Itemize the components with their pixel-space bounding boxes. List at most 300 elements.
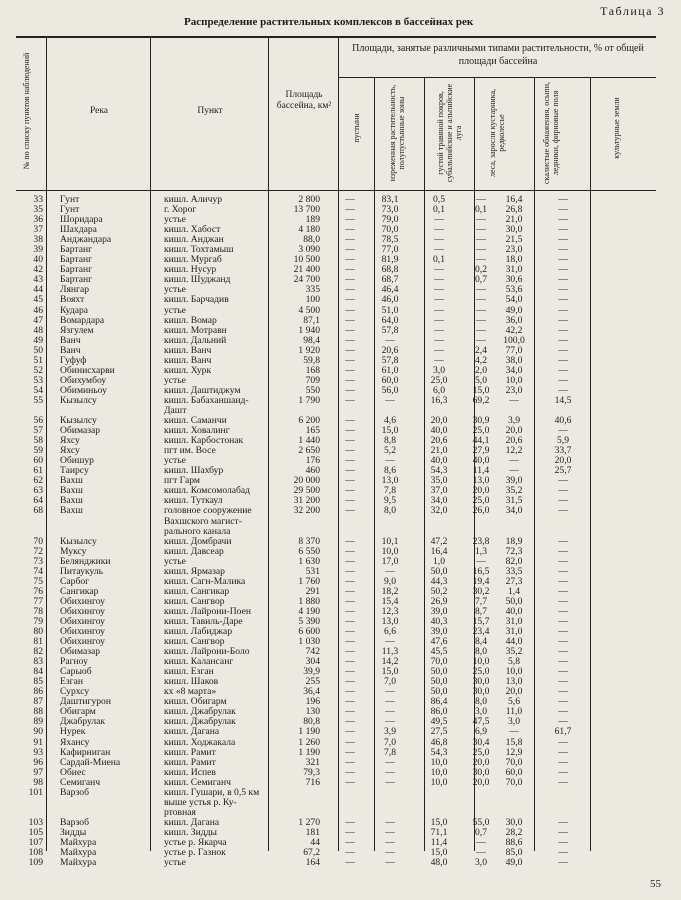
table-cell: — — [434, 284, 444, 296]
table-cell: кишл. Дагана — [164, 816, 220, 828]
table-cell: — — [558, 826, 568, 838]
table-cell: 1 790 — [298, 394, 320, 406]
table-cell: 2 650 — [298, 445, 320, 457]
table-cell: — — [558, 244, 568, 256]
table-cell: 550 — [305, 384, 320, 396]
table-cell: 10,0 — [505, 374, 523, 386]
table-cell: кишл. Лайрони-Поен — [164, 605, 251, 617]
table-cell: Сарыоб — [60, 666, 92, 678]
table-cell: 78 — [33, 605, 43, 617]
table-cell: — — [345, 696, 355, 708]
table-cell: 6,9 — [475, 726, 487, 738]
table-cell: 79,3 — [303, 766, 320, 778]
table-cell: 5,6 — [508, 696, 520, 708]
table-cell: 1 270 — [298, 816, 320, 828]
table-cell: кишл. Рамит — [164, 756, 216, 768]
table-cell: — — [345, 826, 355, 838]
table-cell: 36 — [33, 214, 43, 226]
table-cell: 34,0 — [430, 495, 448, 507]
table-cell: Вахш — [60, 475, 83, 487]
table-cell: 56 — [33, 415, 43, 427]
table-cell: 51,0 — [381, 304, 399, 316]
table-cell: 90 — [33, 726, 43, 738]
table-cell: 39 — [33, 244, 43, 256]
table-cell: 28,2 — [505, 826, 523, 838]
table-cell: устье р. Газнок — [164, 847, 226, 859]
table-cell: кишл. Хурк — [164, 364, 212, 376]
table-cell: 108 — [28, 847, 43, 859]
table-cell: 55,0 — [472, 816, 490, 828]
table-cell: 15,4 — [381, 595, 399, 607]
table-cell: Бартанг — [60, 254, 93, 266]
table-cell: 50,2 — [430, 585, 448, 597]
table-cell: 6 550 — [298, 545, 320, 557]
table-cell: — — [509, 465, 519, 477]
table-cell: 291 — [305, 585, 320, 597]
table-cell: Семиганч — [60, 776, 101, 788]
table-cell: 53,6 — [505, 284, 523, 296]
table-cell: 15,0 — [472, 384, 490, 396]
table-cell: — — [385, 716, 395, 728]
table-cell: 30,0 — [472, 766, 490, 778]
table-cell: 10,0 — [430, 776, 448, 788]
col-sep — [46, 36, 47, 191]
table-cell: — — [558, 686, 568, 698]
table-cell: Майхура — [60, 847, 97, 859]
table-cell: 33,5 — [505, 565, 523, 577]
table-cell: 0,7 — [475, 826, 487, 838]
table-cell: 84 — [33, 666, 43, 678]
table-cell: кишл. Ванч — [164, 344, 212, 356]
table-cell: 70,0 — [505, 776, 523, 788]
table-cell: 80,8 — [303, 716, 320, 728]
table-cell: Обихингоу — [60, 605, 105, 617]
table-cell: 2,0 — [475, 364, 487, 376]
header-group: Площади, занятые различными типами растительности, % от общей площади бассейна — [352, 43, 644, 67]
table-cell: — — [434, 294, 444, 306]
table-cell: кишл. Комсомолабад — [164, 485, 251, 497]
table-cell: 13,0 — [472, 475, 490, 487]
table-cell: кишл. Анджан — [164, 234, 224, 246]
table-cell: 77,0 — [505, 344, 523, 356]
table-cell: Варзоб — [60, 786, 89, 798]
table-cell: 80 — [33, 626, 43, 638]
header-meadow: густой травяной покров, субальпийские и альпийские луга — [436, 83, 463, 183]
table-cell — [334, 788, 366, 798]
table-cell — [46, 517, 150, 527]
table-cell: 47,2 — [430, 535, 448, 547]
table-cell: кишл. Зидды — [164, 826, 217, 838]
table-cell: 83 — [33, 656, 43, 668]
table-cell: 31,0 — [505, 615, 523, 627]
table-cell: 21,5 — [505, 234, 523, 246]
table-cell: — — [345, 857, 355, 869]
table-row — [16, 295, 656, 305]
header-top-rule — [16, 36, 656, 38]
table-cell: — — [558, 746, 568, 758]
table-cell: 10,1 — [381, 535, 399, 547]
table-cell: кишл. Мотравн — [164, 324, 227, 336]
table-cell: 44 — [33, 284, 43, 296]
table-cell: 0,1 — [433, 204, 445, 216]
table-cell: 8,0 — [475, 696, 487, 708]
table-cell: — — [345, 465, 355, 477]
table-cell: — — [345, 384, 355, 396]
table-cell: Нурек — [60, 726, 86, 738]
table-cell: кишл. Ховалинг — [164, 425, 230, 437]
table-cell: 61,0 — [381, 364, 399, 376]
table-cell — [366, 788, 414, 798]
table-cell: 5,0 — [475, 374, 487, 386]
table-cell — [268, 788, 334, 798]
table-cell: устье — [164, 555, 186, 567]
table-cell: 40 — [33, 254, 43, 266]
header-sparse: изреженная растительность, полупустынные зоны — [388, 84, 406, 182]
table-cell: 47 — [33, 314, 43, 326]
table-cell: — — [476, 304, 486, 316]
table-cell: Обихингоу — [60, 626, 105, 638]
table-cell: 79 — [33, 615, 43, 627]
table-cell: г. Хорог — [164, 204, 197, 216]
header-num: № по списку пунктов наблюдений — [22, 52, 31, 170]
table-cell: 6 600 — [298, 626, 320, 638]
table-cell: Обимазар — [60, 425, 101, 437]
table-cell: — — [385, 837, 395, 848]
table-cell: 59 — [33, 445, 43, 457]
table-cell: — — [345, 304, 355, 316]
table-cell: Гуфуф — [60, 354, 87, 366]
table-cell: 36,4 — [303, 686, 320, 698]
table-cell: 3,0 — [475, 857, 487, 869]
table-cell: 26,0 — [472, 505, 490, 517]
table-cell: — — [345, 656, 355, 668]
table-cell: 10,0 — [472, 656, 490, 668]
table-cell: 20,0 — [505, 686, 523, 698]
table-cell: Шоридара — [60, 214, 103, 226]
table-cell: кишл. Хабост — [164, 224, 221, 236]
col-sep — [424, 77, 425, 191]
table-cell: 25,0 — [472, 425, 490, 437]
table-cell: 103 — [28, 816, 43, 828]
table-cell: 176 — [305, 455, 320, 467]
table-cell: 39,0 — [505, 475, 523, 487]
table-cell: 8,8 — [384, 435, 396, 447]
table-cell: — — [345, 585, 355, 597]
table-cell: — — [434, 234, 444, 246]
table-cell: — — [385, 766, 395, 778]
table-cell: кишл. Ходжакала — [164, 736, 236, 748]
table-cell: 54,3 — [430, 465, 448, 477]
table-cell: кишл. Лайрони-Боло — [164, 646, 250, 658]
table-cell: — — [558, 505, 568, 517]
table-cell: — — [385, 847, 395, 859]
table-cell: — — [558, 294, 568, 306]
table-cell: 15,7 — [472, 615, 490, 627]
table-cell: Обиминьоу — [60, 384, 107, 396]
table-label: Таблица 3 — [600, 4, 665, 18]
table-cell: — — [558, 626, 568, 638]
table-cell: 83,1 — [381, 194, 399, 205]
table-cell: 15,8 — [505, 736, 523, 748]
table-cell: Ванч — [60, 334, 81, 346]
table-cell: кишл. Вомар — [164, 314, 217, 326]
table-cell: — — [434, 304, 444, 316]
table-cell: — — [385, 636, 395, 648]
table-cell: 82,0 — [505, 555, 523, 567]
table-cell: 196 — [305, 696, 320, 708]
table-cell: 26,8 — [505, 204, 523, 216]
table-cell: 25,0 — [472, 746, 490, 758]
table-cell: 70,0 — [381, 224, 399, 236]
table-cell: пгт Гарм — [164, 475, 200, 487]
table-cell: 77,0 — [381, 244, 399, 256]
table-cell: кишл. Сангвор — [164, 595, 225, 607]
table-cell: кишл. Тавиль-Даре — [164, 615, 243, 627]
table-cell: 73,0 — [381, 204, 399, 216]
table-cell: Муксу — [60, 545, 87, 557]
table-cell: — — [558, 646, 568, 658]
table-cell: — — [476, 324, 486, 336]
table-cell: 60,0 — [505, 766, 523, 778]
table-cell: — — [558, 535, 568, 547]
table-cell: — — [434, 324, 444, 336]
table-cell: 189 — [305, 214, 320, 226]
table-cell: 25,0 — [472, 495, 490, 507]
table-cell: 3 090 — [298, 244, 320, 256]
table-cell: 11,4 — [472, 465, 490, 477]
table-cell: — — [385, 816, 395, 828]
table-cell: — — [345, 847, 355, 859]
table-cell: 68 — [33, 505, 43, 517]
table-cell: Анджандара — [60, 234, 112, 246]
table-cell: кишл. Нусур — [164, 264, 217, 276]
table-cell: 50 — [33, 344, 43, 356]
table-cell: 53 — [33, 374, 43, 386]
table-cell: кишл. Сагн-Малика — [164, 575, 246, 587]
table-cell: 88,0 — [303, 234, 320, 246]
table-cell: — — [558, 234, 568, 246]
table-cell: 3,0 — [508, 716, 520, 728]
table-cell: 31,5 — [505, 495, 523, 507]
table-cell: 4 180 — [298, 224, 320, 236]
table-cell: 9,5 — [384, 495, 396, 507]
table-cell: 9,0 — [384, 575, 396, 587]
table-cell: 30,0 — [505, 816, 523, 828]
table-cell: — — [558, 565, 568, 577]
table-cell: — — [558, 676, 568, 688]
table-cell: — — [558, 666, 568, 678]
table-cell: — — [558, 716, 568, 728]
table-row — [16, 396, 656, 406]
table-cell: 4 500 — [298, 304, 320, 316]
table-cell: 72,3 — [505, 545, 523, 557]
table-cell: 304 — [305, 656, 320, 668]
table-cell: — — [345, 716, 355, 728]
table-cell: кишл. Даштиджум — [164, 384, 241, 396]
table-cell: 100 — [305, 294, 320, 306]
table-cell: — — [558, 545, 568, 557]
table-cell: — — [558, 766, 568, 778]
table-cell: 32 200 — [293, 505, 320, 517]
table-cell: кишл. Джабрулак — [164, 716, 236, 728]
table-cell: 13,0 — [505, 676, 523, 688]
table-cell: кишл. Бабаханшаид- — [164, 394, 249, 406]
table-cell: 75 — [33, 575, 43, 587]
table-cell: — — [434, 224, 444, 236]
table-cell: кишл. Туткаул — [164, 495, 223, 507]
table-cell — [414, 788, 464, 798]
table-cell: 88 — [33, 706, 43, 718]
table-cell: 64 — [33, 495, 43, 507]
table-cell: — — [558, 847, 568, 859]
table-cell: 1 940 — [298, 324, 320, 336]
table-cell: 25,0 — [430, 374, 448, 386]
header-bottom-rule — [16, 190, 656, 191]
table-cell: — — [345, 575, 355, 587]
table-cell: — — [345, 214, 355, 226]
table-cell: 61,7 — [554, 726, 572, 738]
table-cell: 89 — [33, 716, 43, 728]
table-cell: 105 — [28, 826, 43, 838]
table-cell: — — [558, 475, 568, 487]
table-cell: 85,0 — [505, 847, 523, 859]
table-cell: 16,4 — [505, 194, 523, 205]
table-cell: — — [345, 736, 355, 748]
table-cell: кишл. Карбостонак — [164, 435, 244, 447]
table-cell: Обигарм — [60, 706, 96, 718]
table-cell: 46,8 — [430, 736, 448, 748]
table-cell — [334, 798, 366, 808]
table-cell: Сангикар — [60, 585, 99, 597]
table-cell: 23,8 — [472, 535, 490, 547]
table-cell: ртовная — [164, 806, 196, 818]
table-cell: 130 — [305, 706, 320, 718]
table-cell: 57,8 — [381, 354, 399, 366]
table-cell — [530, 788, 596, 798]
header-rocks: скалистые обнажения, осыпи, ледники, фирновые поля — [542, 82, 560, 184]
table-cell: — — [558, 425, 568, 437]
group-header-rule — [338, 77, 656, 78]
table-cell: — — [558, 254, 568, 266]
table-cell: 19,4 — [472, 575, 490, 587]
table-cell: 13,0 — [381, 615, 399, 627]
table-cell: 23,0 — [505, 244, 523, 256]
table-cell: 51 — [33, 354, 43, 366]
header-forest: леса, заросли кустарника, редколесье — [488, 88, 506, 178]
table-cell: — — [345, 816, 355, 828]
table-cell: — — [434, 214, 444, 226]
table-cell: — — [558, 314, 568, 326]
table-cell: — — [558, 344, 568, 356]
table-cell: 48,0 — [430, 857, 448, 869]
table-cell: 0,1 — [475, 204, 487, 216]
table-cell: 68,8 — [381, 264, 399, 276]
table-cell: устье — [164, 284, 186, 296]
table-row — [16, 778, 656, 788]
table-cell: 14,2 — [381, 656, 399, 668]
table-cell: Вахш — [60, 485, 83, 497]
table-cell: кишл. Езган — [164, 666, 214, 678]
table-cell: 29 500 — [293, 485, 320, 497]
table-cell: — — [476, 214, 486, 226]
table-cell — [530, 517, 596, 527]
table-cell: Даштигурон — [60, 696, 111, 708]
col-sep — [150, 36, 151, 191]
table-cell — [334, 517, 366, 527]
header-desert: пустыни — [352, 113, 361, 143]
table-cell: — — [476, 224, 486, 236]
table-cell — [16, 517, 46, 527]
table-cell: 40,0 — [505, 605, 523, 617]
table-cell: Вахш — [60, 505, 83, 517]
table-cell: — — [385, 826, 395, 838]
table-cell: 97 — [33, 766, 43, 778]
table-cell: 12,2 — [505, 445, 523, 457]
table-cell: 0,5 — [433, 194, 445, 205]
table-cell: — — [558, 595, 568, 607]
table-cell: кишл. Семиганч — [164, 776, 231, 788]
table-cell — [46, 798, 150, 808]
table-cell: 86,4 — [430, 696, 448, 708]
table-cell: кишл. Лабиджар — [164, 626, 233, 638]
table-cell: — — [558, 615, 568, 627]
table-cell: Сурхсу — [60, 686, 90, 698]
table-cell: Езган — [60, 676, 83, 688]
table-cell: кишл. Шаков — [164, 676, 219, 688]
table-cell: — — [476, 314, 486, 326]
table-cell — [414, 517, 464, 527]
table-row — [16, 858, 656, 868]
table-cell: 49,5 — [430, 716, 448, 728]
table-cell: — — [558, 224, 568, 236]
table-cell: — — [345, 455, 355, 467]
table-cell — [464, 517, 498, 527]
table-cell: 1,3 — [475, 545, 487, 557]
table-body — [16, 195, 656, 868]
table-cell: кишл. Домбрачи — [164, 535, 232, 547]
table-cell: 60,0 — [381, 374, 399, 386]
table-cell: — — [558, 264, 568, 276]
header-point: Пункт — [197, 106, 223, 116]
table-cell: Майхура — [60, 857, 97, 869]
table-cell: 70,0 — [505, 756, 523, 768]
table-cell: — — [476, 555, 486, 567]
table-cell: — — [345, 374, 355, 386]
table-cell: 7,8 — [384, 485, 396, 497]
table-cell: Обихумбоу — [60, 374, 107, 386]
table-cell: 4,2 — [475, 354, 487, 366]
table-cell: кишл. Шуджанд — [164, 274, 231, 286]
table-cell: — — [476, 837, 486, 848]
table-cell: — — [345, 425, 355, 437]
table-cell: 60 — [33, 455, 43, 467]
table-cell — [268, 517, 334, 527]
table-cell: 3,9 — [384, 726, 396, 738]
table-cell: — — [345, 565, 355, 577]
table-cell: 6 200 — [298, 415, 320, 427]
table-cell: — — [558, 696, 568, 708]
table-cell: — — [345, 636, 355, 648]
table-cell: Яхсу — [60, 445, 80, 457]
table-cell: 5,2 — [384, 445, 396, 457]
table-cell: — — [345, 595, 355, 607]
table-cell: 67,2 — [303, 847, 320, 859]
table-cell: — — [509, 394, 519, 406]
table-cell: 10 500 — [293, 254, 320, 266]
table-cell: 61 — [33, 465, 43, 477]
table-cell: 37,0 — [430, 485, 448, 497]
table-cell: — — [558, 274, 568, 286]
